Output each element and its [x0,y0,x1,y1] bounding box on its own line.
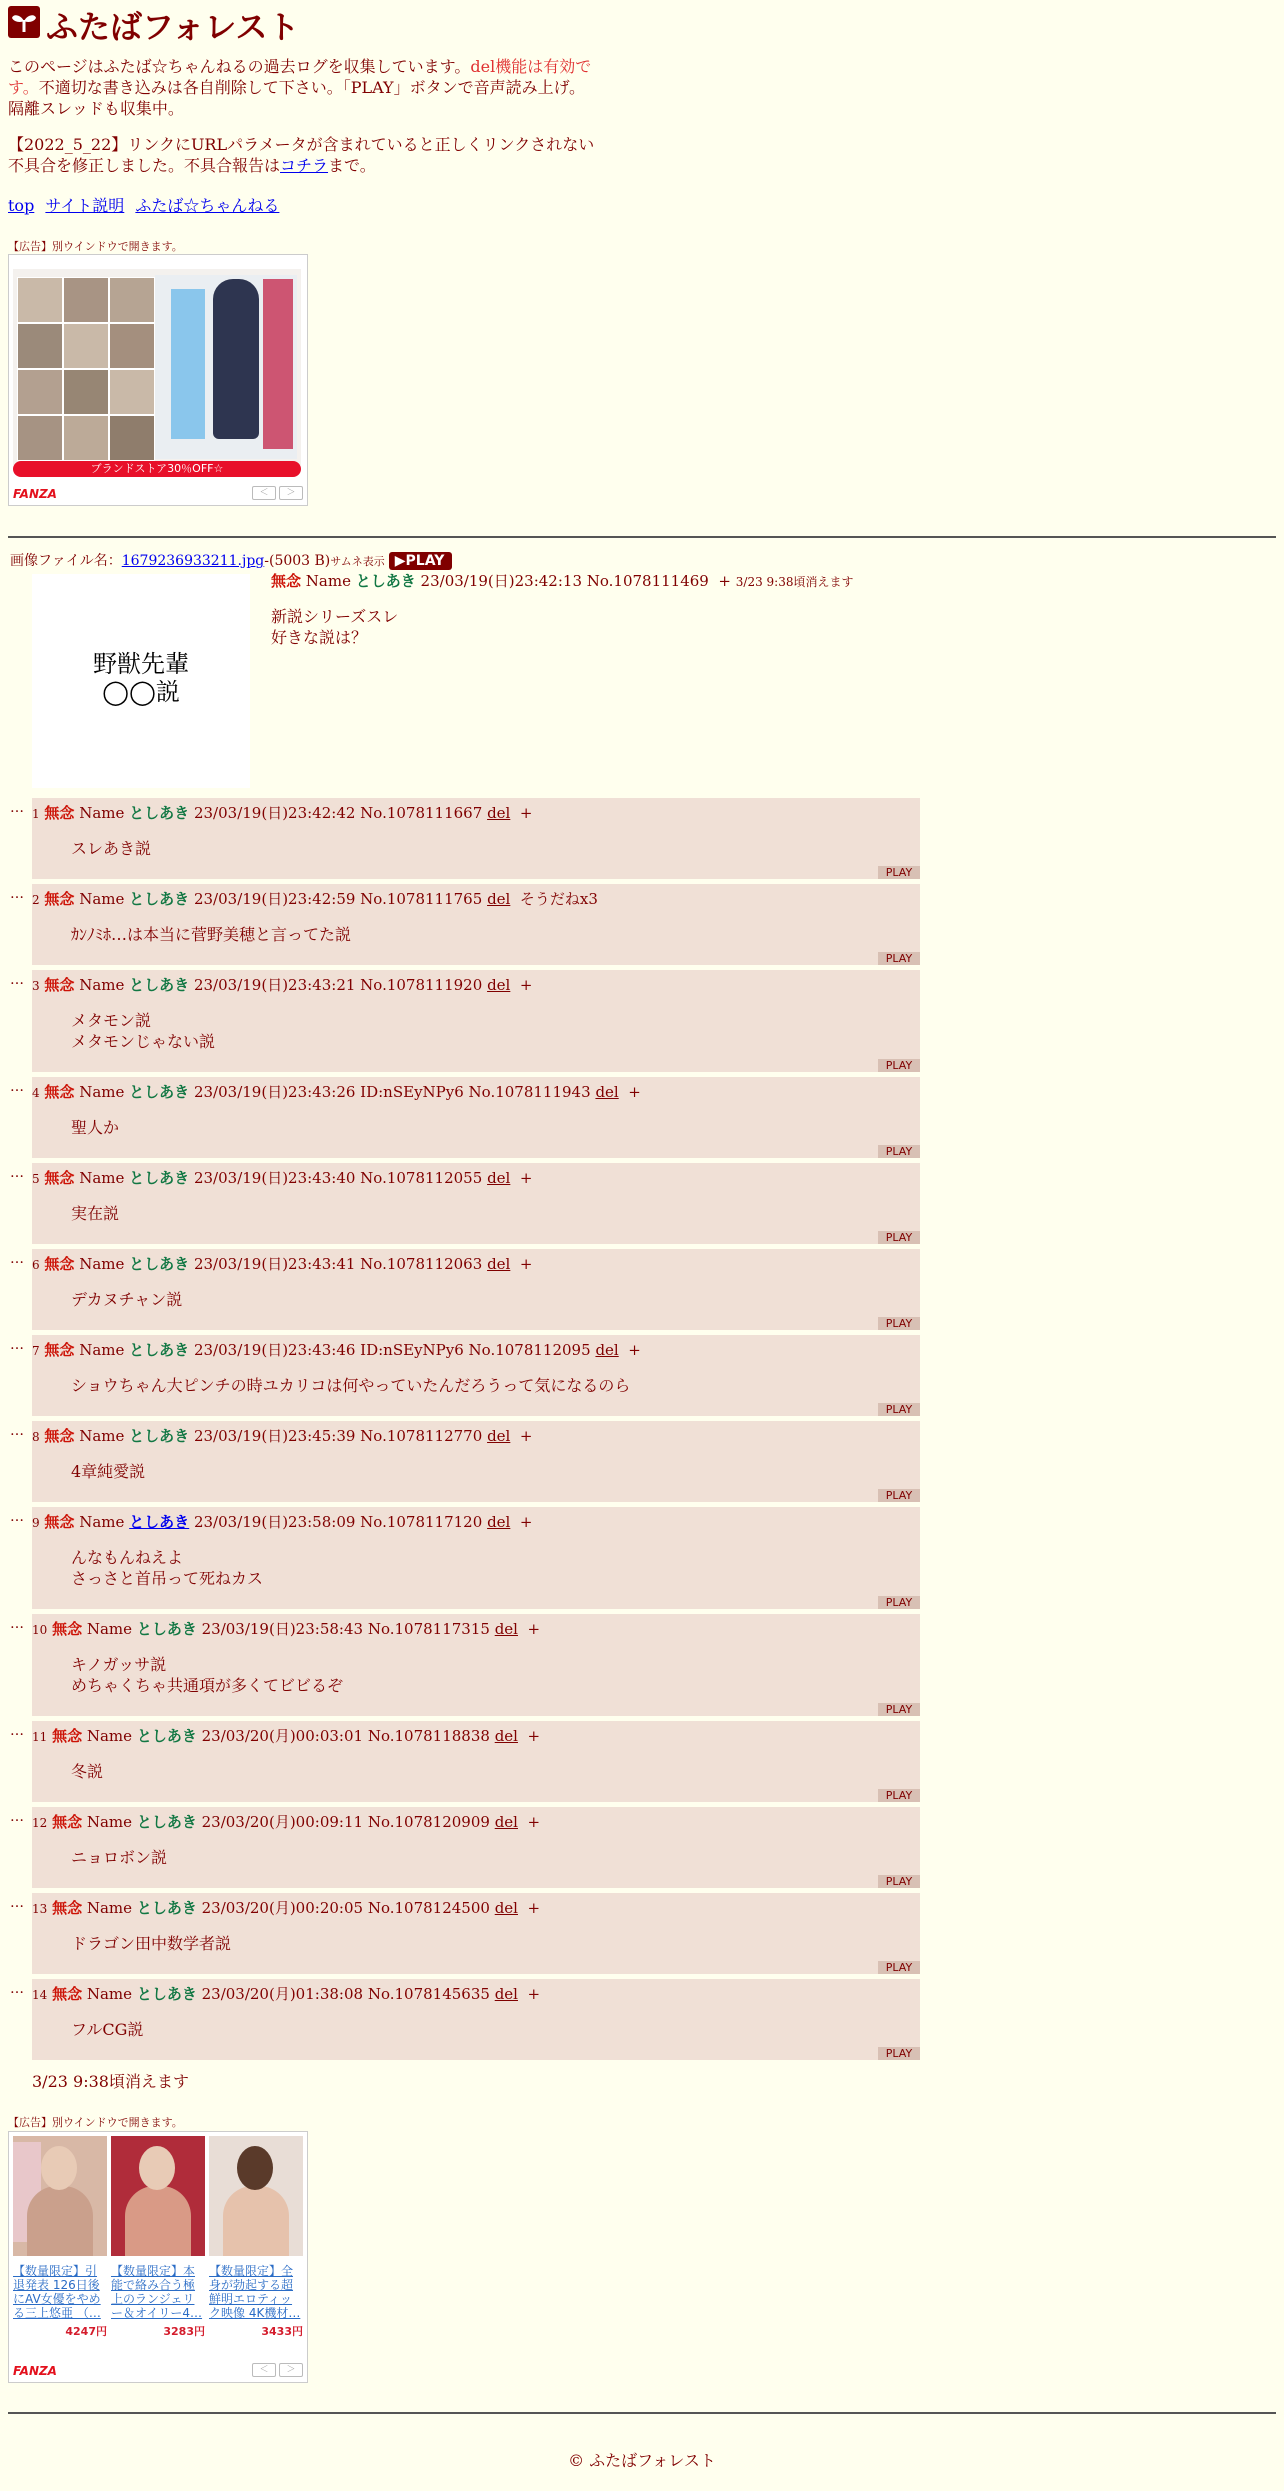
reply-number: 1 [32,807,40,821]
del-link[interactable]: del [595,1341,619,1359]
op-play-label: PLAY [405,553,445,569]
reply-name: としあき [129,1083,190,1101]
reply-name-label: Name [86,1620,133,1638]
reply-name-label: Name [79,890,125,908]
reply-number: 12 [32,1816,48,1830]
reply-marker: … [10,800,24,816]
ad-card-price: 3433円 [261,2325,303,2338]
reply-play-button[interactable]: PLAY [878,1145,920,1158]
thumbnail-text [32,650,250,706]
reply-number: 4 [32,1086,40,1100]
reply-post [32,1893,920,1974]
reply-body [71,1203,119,1224]
ad-card-title[interactable]: 【数量限定】引退発表 126日後にAV女優をやめる三上悠亜 （… [13,2264,101,2320]
reply-name: としあき [136,1899,197,1917]
ad-card[interactable] [13,2136,107,2339]
reply-subject: 無念 [52,1985,83,2003]
reply-post [32,1335,920,1416]
reply-header [32,1725,540,1746]
sodane-button[interactable]: + [519,804,533,822]
del-link[interactable]: del [487,976,511,994]
nav-about-link[interactable]: サイト説明 [45,196,125,215]
reply-name: としあき [136,1727,197,1745]
footer-copyright: © ふたばフォレスト [568,2451,716,2470]
reply-name-label: Name [79,1427,125,1445]
reply-name: としあき [129,1169,190,1187]
reply-body [71,838,151,859]
op-line-2: 好きな説は？ [271,628,368,647]
reply-line: フルCG説 [71,2020,144,2039]
file-link[interactable]: 1679236933211.jpg [121,553,265,569]
thumbnail-line-1: 野獣先輩 [93,650,189,678]
ad-card[interactable] [209,2136,303,2339]
thumb-label: サムネ表示 [330,555,385,568]
reply-meta: 23/03/19(日)23:42:59 No.1078111765 [193,890,483,908]
intro-text: このページはふたば☆ちゃんねるの過去ログを収集しています。 [8,57,471,76]
reply-marker: … [10,1165,24,1181]
sodane-button[interactable]: + [519,1427,533,1445]
reply-marker: … [10,1509,24,1525]
del-link[interactable]: del [487,890,511,908]
reply-post [32,798,920,879]
reply-name-label: Name [79,1169,125,1187]
reply-subject: 無念 [52,1620,83,1638]
del-notice: del機能は有効です。 [8,57,592,97]
reply-line: メタモン説 [71,1011,152,1030]
site-logo-icon[interactable] [8,6,40,38]
reply-number: 2 [32,893,40,907]
reply-post [32,970,920,1072]
reply-name: としあき [129,890,190,908]
file-info [10,550,452,570]
notice-text: 【2022_5_22】リンクにURLパラメータが含まれていると正しくリンクされない不具合を修正しました。不具合報告は [8,135,595,175]
sodane-button[interactable]: + [527,1985,541,2003]
fanza-logo[interactable]: FANZA [13,2364,57,2378]
del-link[interactable]: del [487,1513,511,1531]
reply-name-label: Name [79,1513,125,1531]
reply-marker: … [10,1337,24,1353]
reply-subject: 無念 [44,1513,75,1531]
op-subject: 無念 [271,572,302,590]
reply-play-button[interactable]: PLAY [878,1789,920,1802]
notice-text-end: まで。 [328,156,376,175]
reply-line: 実在説 [71,1204,120,1223]
divider [8,2412,1276,2414]
reply-meta: 23/03/19(日)23:43:21 No.1078111920 [193,976,483,994]
reply-name-label: Name [79,1341,125,1359]
reply-name-label: Name [79,1255,125,1273]
reply-name: としあき [136,1985,197,2003]
reply-post [32,1979,920,2060]
reply-subject: 無念 [44,1341,75,1359]
reply-subject: 無念 [52,1813,83,1831]
reply-subject: 無念 [52,1727,83,1745]
reply-header [32,1511,532,1532]
reply-name: としあき [136,1620,197,1638]
ad-card[interactable] [111,2136,205,2339]
reply-header [32,1081,641,1102]
reply-play-button[interactable]: PLAY [878,1703,920,1716]
site-title: ふたばフォレスト [46,8,300,46]
sodane-button[interactable]: + [628,1341,641,1359]
nav-links [8,193,285,216]
reply-post [32,1507,920,1609]
reply-marker: … [10,1251,24,1267]
file-label: 画像ファイル名： [10,553,122,569]
reply-line: メタモンじゃない説 [71,1032,216,1051]
del-link[interactable]: del [494,1899,518,1917]
ad-card-price: 4247円 [65,2325,107,2338]
op-header [271,570,853,591]
reply-line: んなもんねえよ [71,1548,184,1567]
ad-prev-button[interactable]: ＜ [252,486,276,500]
reply-header [32,1811,540,1832]
del-link[interactable]: del [494,1620,518,1638]
reply-number: 7 [32,1344,40,1358]
reply-meta: 23/03/20(月)00:20:05 No.1078124500 [201,1899,490,1917]
ad-note: 【広告】別ウインドウで開きます。 [8,240,183,253]
reply-meta: 23/03/19(日)23:45:39 No.1078112770 [193,1427,483,1445]
reply-post [32,1807,920,1888]
ad-product-grid [8,2131,308,2383]
reply-post [32,1721,920,1802]
op-line-1: 新説シリーズスレ [271,607,399,626]
site-intro [8,56,598,119]
ad-banner[interactable] [8,254,308,506]
reply-number: 3 [32,979,40,993]
reply-name-label: Name [79,976,125,994]
fanza-logo[interactable]: FANZA [13,487,57,501]
del-link[interactable]: del [494,1727,518,1745]
reply-number: 14 [32,1988,48,2002]
sodane-button[interactable]: + [519,1255,533,1273]
del-link[interactable]: del [494,1985,518,2003]
reply-name: としあき [129,976,190,994]
reply-meta: 23/03/19(日)23:43:26 ID:nSEyNPy6 No.1078111943 [193,1083,591,1101]
reply-header [32,1339,641,1360]
del-link[interactable]: del [487,1255,511,1273]
op-plus-button[interactable]: + [718,572,731,590]
reply-line: 4章純愛説 [71,1462,146,1481]
reply-meta: 23/03/20(月)00:09:11 No.1078120909 [201,1813,490,1831]
reply-header [32,888,598,909]
del-link[interactable]: del [595,1083,619,1101]
reply-subject: 無念 [44,1427,75,1445]
sodane-button[interactable]: + [527,1620,541,1638]
reply-play-button[interactable]: PLAY [878,1961,920,1974]
del-link[interactable]: del [487,1427,511,1445]
ad-note-2: 【広告】別ウインドウで開きます。 [8,2116,183,2129]
reply-header [32,1983,540,2004]
reply-body [71,1933,231,1954]
ad-next-button[interactable]: ＞ [279,2363,303,2377]
del-link[interactable]: del [494,1813,518,1831]
reply-marker: … [10,886,24,902]
op-name: としあき [355,572,416,590]
reply-header [32,1897,540,1918]
reply-number: 11 [32,1730,48,1744]
reply-number: 10 [32,1623,48,1637]
nav-top-link[interactable]: top [8,196,35,215]
reply-body [71,1010,215,1052]
bugfix-notice [8,134,598,176]
reply-header [32,1425,532,1446]
reply-post [32,1421,920,1502]
reply-line: ドラゴン田中数学者説 [71,1934,232,1953]
reply-subject: 無念 [52,1899,83,1917]
ad-next-button[interactable]: ＞ [279,486,303,500]
op-play-button[interactable]: ▶PLAY [389,552,453,570]
report-link[interactable]: コチラ [280,156,329,175]
reply-body [71,1289,182,1310]
ad-image[interactable] [13,269,301,465]
reply-name-label: Name [86,1899,133,1917]
reply-header [32,1253,532,1274]
reply-name: としあき [136,1813,197,1831]
ad-carousel-controls [249,480,303,500]
reply-header [32,1167,532,1188]
reply-name-label: Name [86,1985,133,2003]
reply-marker: … [10,1616,24,1632]
reply-header [32,1618,540,1639]
op-datetime: 23/03/19(日)23:42:13 No.1078111469 [420,572,709,590]
reply-line: めちゃくちゃ共通項が多くてビビるぞ [71,1676,344,1695]
reply-header [32,802,532,823]
reply-name-label: Name [79,1083,125,1101]
reply-line: キノガッサ説 [71,1655,167,1674]
reply-subject: 無念 [44,1083,75,1101]
reply-line: ショウちゃん大ピンチの時ユカリコは何やっていたんだろうって気になるのら [71,1376,631,1395]
reply-marker: … [10,1079,24,1095]
ad-card-image[interactable] [111,2136,205,2256]
reply-marker: … [10,1809,24,1825]
reply-number: 8 [32,1430,40,1444]
ad-card-image[interactable] [13,2136,107,2256]
sodane-button[interactable]: + [527,1727,541,1745]
reply-meta: 23/03/19(日)23:43:41 No.1078112063 [193,1255,483,1273]
ad-carousel-controls [249,2357,303,2377]
ad-card-image[interactable] [209,2136,303,2256]
reply-play-button[interactable]: PLAY [878,2047,920,2060]
reply-meta: 23/03/19(日)23:42:42 No.1078111667 [193,804,483,822]
reply-body [71,1375,630,1396]
reply-post [32,884,920,965]
reply-play-button[interactable]: PLAY [878,952,920,965]
reply-play-button[interactable]: PLAY [878,1059,920,1072]
reply-marker: … [10,972,24,988]
reply-line: 聖人か [71,1118,120,1137]
reply-post [32,1163,920,1244]
reply-number: 6 [32,1258,40,1272]
reply-name[interactable]: としあき [129,1513,190,1531]
reply-body [71,1654,343,1696]
reply-play-button[interactable]: PLAY [878,1317,920,1330]
reply-body [71,1761,103,1782]
ad-prev-button[interactable]: ＜ [252,2363,276,2377]
intro-text-2: 不適切な書き込みは各自削除して下さい。「PLAY」ボタンで音声読み上げ。隔離スレッドも収集中。 [8,78,585,118]
del-link[interactable]: del [487,1169,511,1187]
reply-marker: … [10,1981,24,1997]
reply-subject: 無念 [44,804,75,822]
op-thumbnail[interactable] [32,574,250,788]
reply-marker: … [10,1723,24,1739]
reply-body [71,1547,263,1589]
sodane-button[interactable]: + [527,1899,541,1917]
reply-body [71,1117,119,1138]
ad-card-title[interactable]: 【数量限定】本能で絡み合う極上のランジェリー＆オイリー4… [111,2264,203,2320]
op-expire-note: 3/23 9:38頃消えます [735,575,854,589]
reply-subject: 無念 [44,1169,75,1187]
reply-line: スレあき説 [71,839,152,858]
nav-futaba-link[interactable]: ふたば☆ちゃんねる [135,196,280,215]
del-link[interactable]: del [487,804,511,822]
thumbnail-line-2: ◯◯説 [102,678,180,706]
reply-meta: 23/03/19(日)23:58:43 No.1078117315 [201,1620,490,1638]
sodane-button[interactable]: + [519,1513,533,1531]
reply-body [71,1461,145,1482]
reply-number: 9 [32,1516,40,1530]
reply-marker: … [10,1895,24,1911]
reply-play-button[interactable]: PLAY [878,1596,920,1609]
reply-name: としあき [129,1341,190,1359]
reply-subject: 無念 [44,1255,75,1273]
reply-body [71,2019,143,2040]
reply-name-label: Name [79,804,125,822]
sodane-button[interactable]: + [628,1083,641,1101]
reply-play-button[interactable]: PLAY [878,1489,920,1502]
ad-card-price: 3283円 [163,2325,205,2338]
reply-line: 冬説 [71,1762,104,1781]
reply-meta: 23/03/20(月)00:03:01 No.1078118838 [201,1727,490,1745]
expire-note: 3/23 9:38頃消えます [32,2072,189,2091]
reply-subject: 無念 [44,976,75,994]
reply-name: としあき [129,1255,190,1273]
reply-play-button[interactable]: PLAY [878,1875,920,1888]
reply-header [32,974,532,995]
reply-number: 13 [32,1902,48,1916]
sodane-button[interactable]: + [519,976,533,994]
reply-post [32,1249,920,1330]
ad-card-title[interactable]: 【数量限定】全身が勃起する超鮮明エロティック映像 4K機材… [209,2264,301,2320]
reply-line: デカヌチャン説 [71,1290,183,1309]
reply-line: ニョロボン説 [71,1848,168,1867]
reply-post [32,1614,920,1716]
reply-meta: 23/03/19(日)23:58:09 No.1078117120 [193,1513,483,1531]
sodane-button[interactable]: + [519,1169,533,1187]
reply-play-button[interactable]: PLAY [878,866,920,879]
reply-line: ｶﾝﾉﾐﾎ…は本当に菅野美穂と言ってた説 [71,925,352,944]
op-body [271,606,398,648]
reply-play-button[interactable]: PLAY [878,1403,920,1416]
reply-name: としあき [129,804,190,822]
ad-sale-banner[interactable]: ブランドストア30％OFF☆ [13,461,301,477]
reply-meta: 23/03/20(月)01:38:08 No.1078145635 [201,1985,490,2003]
reply-name-label: Name [86,1727,133,1745]
reply-name: としあき [129,1427,190,1445]
reply-post [32,1077,920,1158]
reply-play-button[interactable]: PLAY [878,1231,920,1244]
divider [8,536,1276,538]
reply-meta: 23/03/19(日)23:43:40 No.1078112055 [193,1169,483,1187]
reply-number: 5 [32,1172,40,1186]
reply-name-label: Name [86,1813,133,1831]
reply-body [71,1847,167,1868]
file-size: -(5003 B) [264,553,331,569]
reply-line: さっさと首吊って死ねカス [71,1569,264,1588]
reply-marker: … [10,1423,24,1439]
sodane-button[interactable]: そうだねx3 [519,890,598,908]
op-name-label: Name [305,572,351,590]
sodane-button[interactable]: + [527,1813,541,1831]
reply-body [71,924,351,945]
reply-subject: 無念 [44,890,75,908]
reply-meta: 23/03/19(日)23:43:46 ID:nSEyNPy6 No.1078112095 [193,1341,591,1359]
